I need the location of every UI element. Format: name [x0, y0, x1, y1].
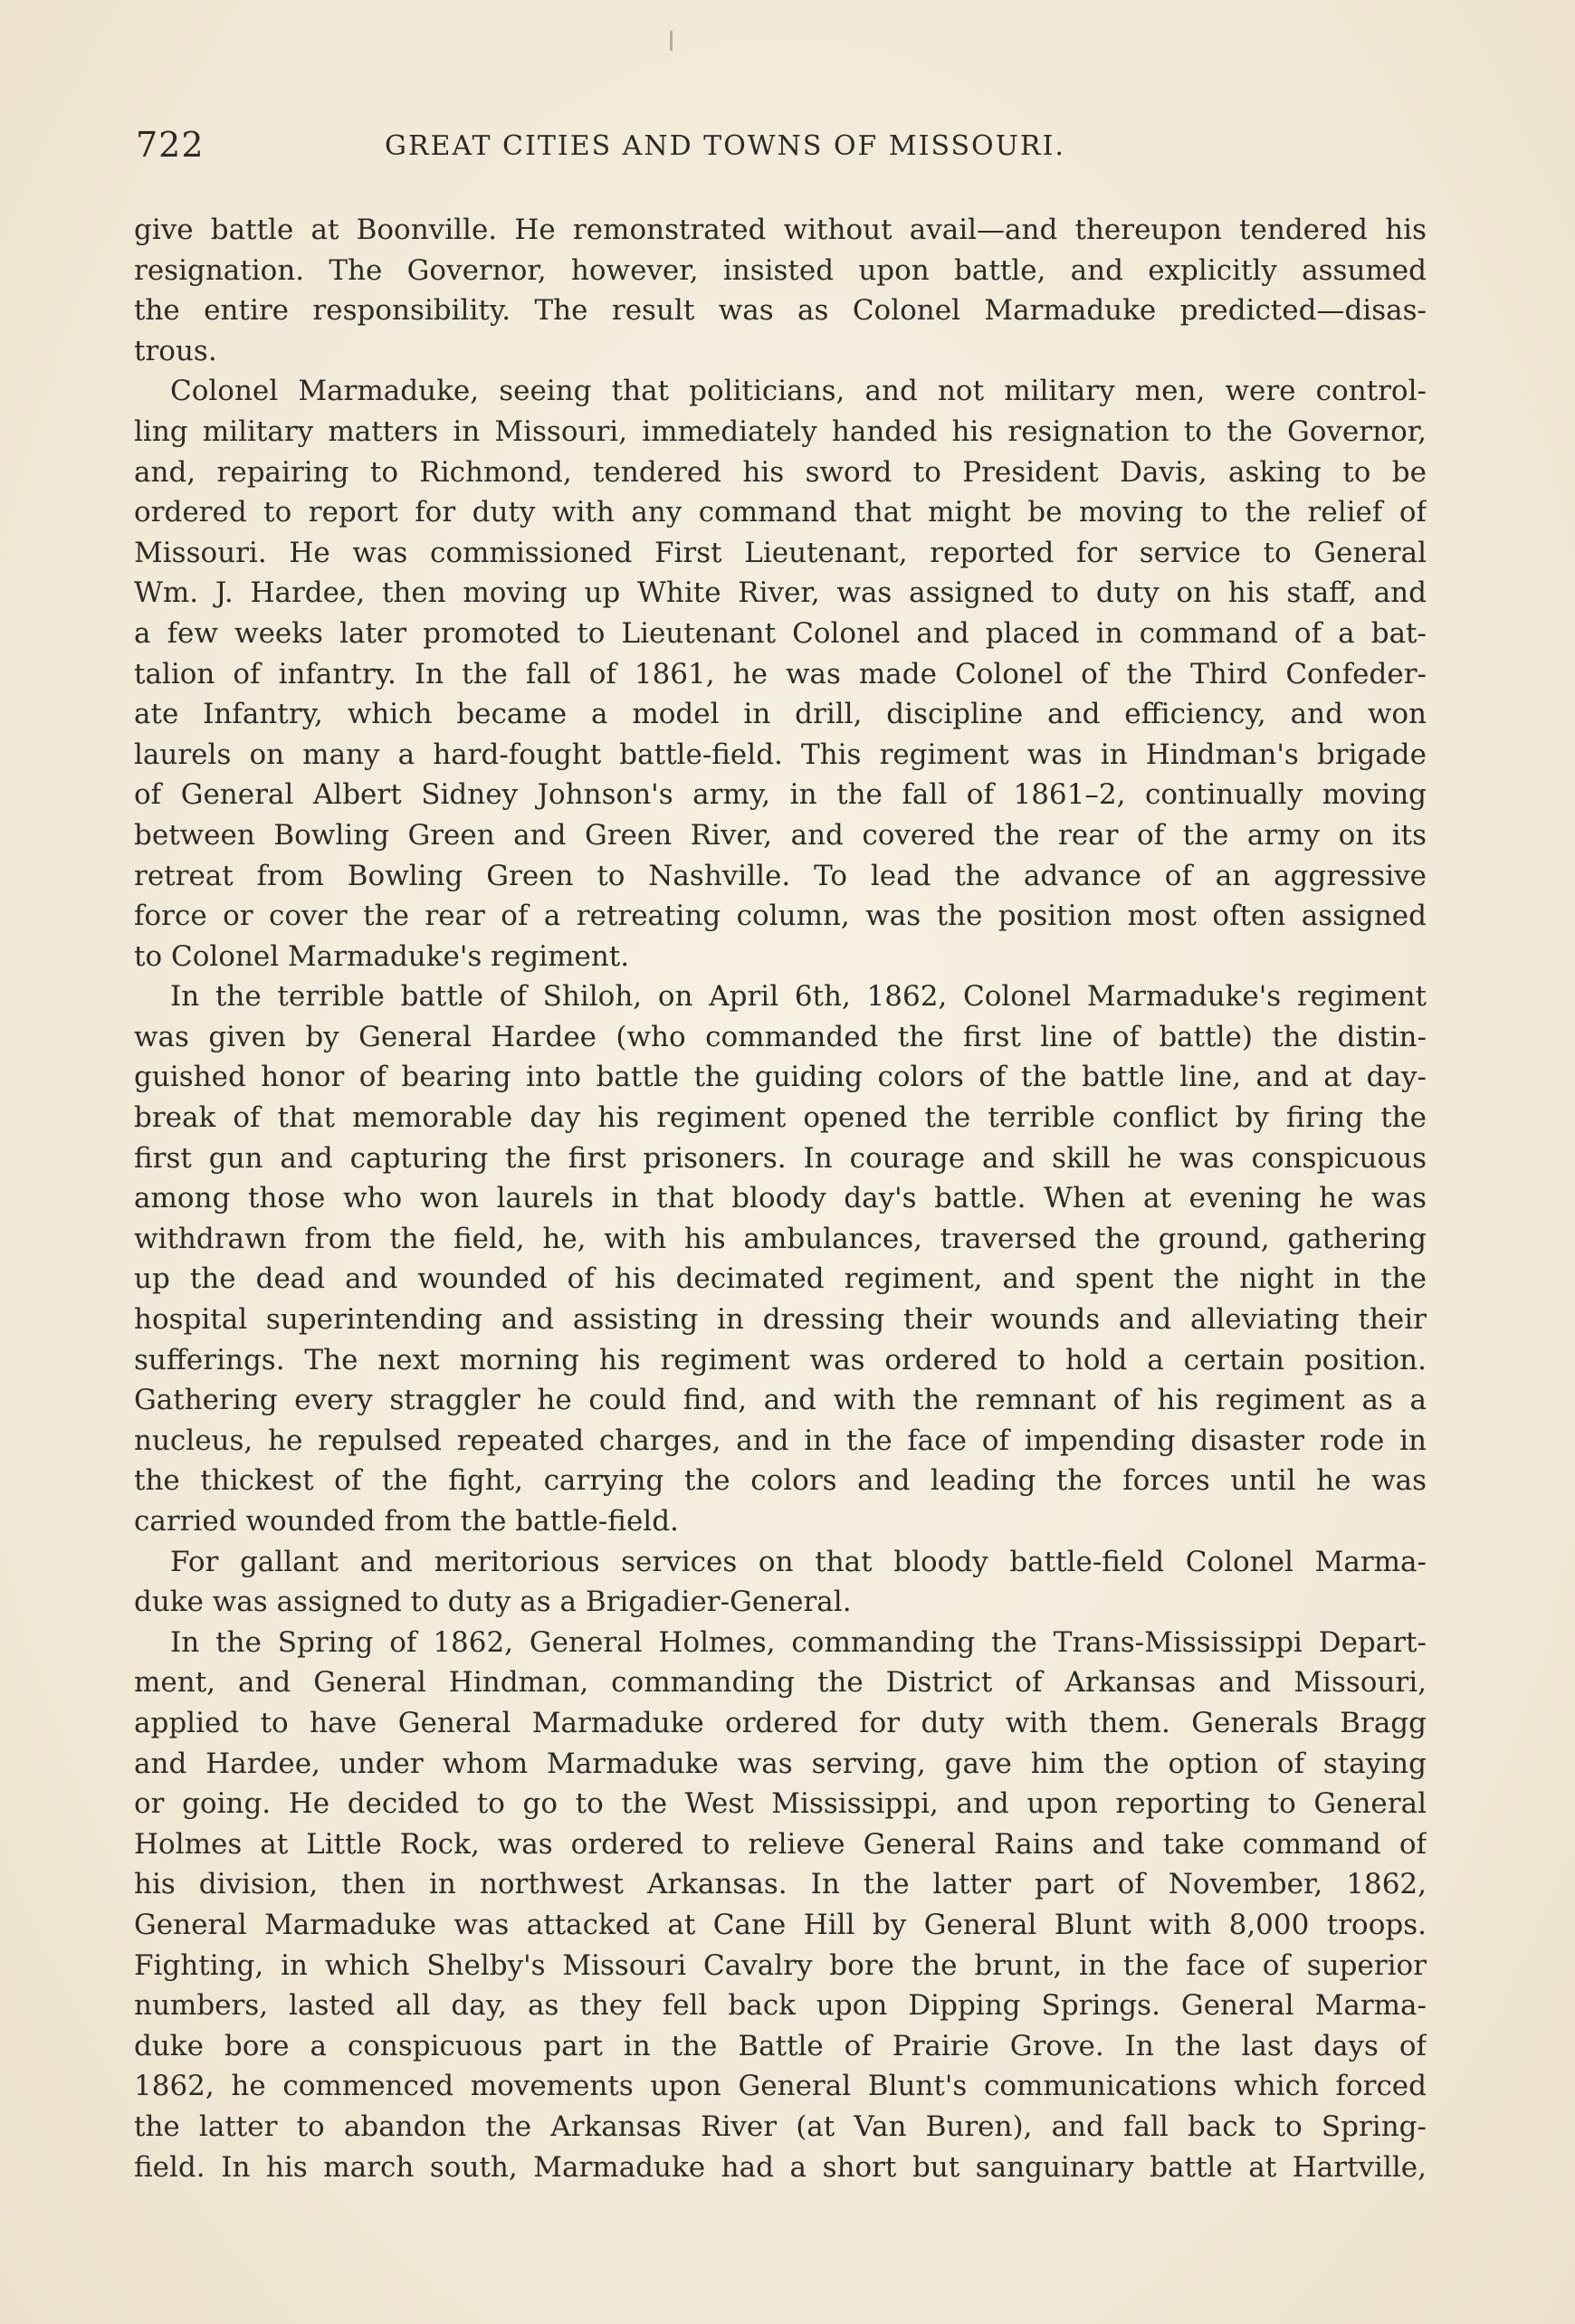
text-line: laurels on many a hard-fought battle-field. This regiment was in Hindman's brigade [134, 738, 1427, 771]
text-line: first gun and capturing the first prisoners. In courage and skill he was conspicuous [134, 1141, 1427, 1175]
text-line: applied to have General Marmaduke ordered for duty with them. Generals Bragg [134, 1706, 1427, 1739]
text-line: hospital superintending and assisting in dressing their wounds and alleviating their [134, 1303, 1427, 1337]
text-line: retreat from Bowling Green to Nashville. To lead the advance of an aggressive [134, 859, 1427, 892]
text-line: among those who won laurels in that bloody day's battle. When at evening he was [134, 1182, 1427, 1215]
body-text [134, 210, 1427, 2187]
text-line: ordered to report for duty with any command that might be moving to the relief of [134, 496, 1427, 529]
text-line: numbers, lasted all day, as they fell back upon Dipping Springs. General Marma- [134, 1989, 1427, 2023]
text-line: his division, then in northwest Arkansas. In the latter part of November, 1862, [134, 1868, 1427, 1901]
text-line: was given by General Hardee (who commanded the first line of battle) the distin- [134, 1020, 1427, 1053]
text-line: Colonel Marmaduke, seeing that politicians, and not military men, were control- [170, 375, 1427, 408]
text-line: For gallant and meritorious services on that bloody battle-field Colonel Marma- [170, 1545, 1427, 1578]
print-mark [670, 31, 673, 51]
running-head: GREAT CITIES AND TOWNS OF MISSOURI. [385, 130, 1065, 162]
text-line: Holmes at Little Rock, was ordered to relieve General Rains and take command of [134, 1827, 1427, 1861]
text-line: the latter to abandon the Arkansas River (at Van Buren), and fall back to Spring- [134, 2110, 1427, 2143]
text-line: Gathering every straggler he could find, and with the remnant of his regiment as a [134, 1384, 1427, 1417]
text-line: to Colonel Marmaduke's regiment. [134, 939, 630, 973]
text-line: between Bowling Green and Green River, and covered the rear of the army on its [134, 818, 1427, 852]
text-line: break of that memorable day his regiment opened the terrible conflict by firing the [134, 1101, 1427, 1135]
page-number: 722 [136, 125, 205, 165]
text-line: the entire responsibility. The result was as Colonel Marmaduke predicted—disas- [134, 294, 1427, 328]
text-line: withdrawn from the field, he, with his ambulances, traversed the ground, gathering [134, 1222, 1427, 1255]
text-line: duke was assigned to duty as a Brigadier-General. [134, 1586, 852, 1619]
text-line: up the dead and wounded of his decimated regiment, and spent the night in the [134, 1262, 1427, 1296]
text-line: field. In his march south, Marmaduke had a short but sanguinary battle at Hartville, [134, 2150, 1427, 2184]
text-line: and Hardee, under whom Marmaduke was serving, gave him the option of staying [134, 1747, 1427, 1780]
page-header [136, 125, 1435, 170]
text-line: duke bore a conspicuous part in the Battle of Prairie Grove. In the last days of [134, 2029, 1427, 2062]
text-line: a few weeks later promoted to Lieutenant Colonel and placed in command of a bat- [134, 616, 1427, 650]
text-line: sufferings. The next morning his regiment was ordered to hold a certain position. [134, 1343, 1427, 1376]
text-line: guished honor of bearing into battle the guiding colors of the battle line, and at day- [134, 1061, 1427, 1094]
text-line: Fighting, in which Shelby's Missouri Cavalry bore the brunt, in the face of superior [134, 1948, 1427, 1982]
text-line: Missouri. He was commissioned First Lieutenant, reported for service to General [134, 536, 1427, 569]
text-line: ling military matters in Missouri, immediately handed his resignation to the Governor, [134, 414, 1427, 448]
text-line: and, repairing to Richmond, tendered his sword to President Davis, asking to be [134, 455, 1427, 489]
text-line: 1862, he commenced movements upon General Blunt's communications which forced [134, 2070, 1427, 2103]
text-line: ment, and General Hindman, commanding the District of Arkansas and Missouri, [134, 1666, 1427, 1700]
text-line: General Marmaduke was attacked at Cane Hill by General Blunt with 8,000 troops. [134, 1908, 1427, 1941]
text-line: In the Spring of 1862, General Holmes, commanding the Trans-Mississippi Depart- [170, 1625, 1427, 1659]
text-line: trous. [134, 334, 217, 367]
text-line: give battle at Boonville. He remonstrated without avail—and thereupon tendered his [134, 214, 1427, 246]
text-line: talion of infantry. In the fall of 1861, he was made Colonel of the Third Confeder- [134, 657, 1427, 691]
text-line: or going. He decided to go to the West Mississippi, and upon reporting to General [134, 1787, 1427, 1821]
text-line: In the terrible battle of Shiloh, on April 6th, 1862, Colonel Marmaduke's regiment [170, 980, 1427, 1014]
text-line: of General Albert Sidney Johnson's army, in the fall of 1861–2, continually moving [134, 778, 1427, 812]
text-line: nucleus, he repulsed repeated charges, and in the face of impending disaster rode in [134, 1424, 1427, 1457]
text-line: Wm. J. Hardee, then moving up White River, was assigned to duty on his staff, and [134, 576, 1427, 610]
text-line: force or cover the rear of a retreating column, was the position most often assigned [134, 900, 1427, 933]
text-line: resignation. The Governor, however, insisted upon battle, and explicitly assumed [134, 253, 1427, 287]
text-line: the thickest of the fight, carrying the colors and leading the forces until he was [134, 1464, 1427, 1498]
text-line: carried wounded from the battle-field. [134, 1505, 679, 1538]
text-line: ate Infantry, which became a model in drill, discipline and efficiency, and won [134, 698, 1427, 731]
